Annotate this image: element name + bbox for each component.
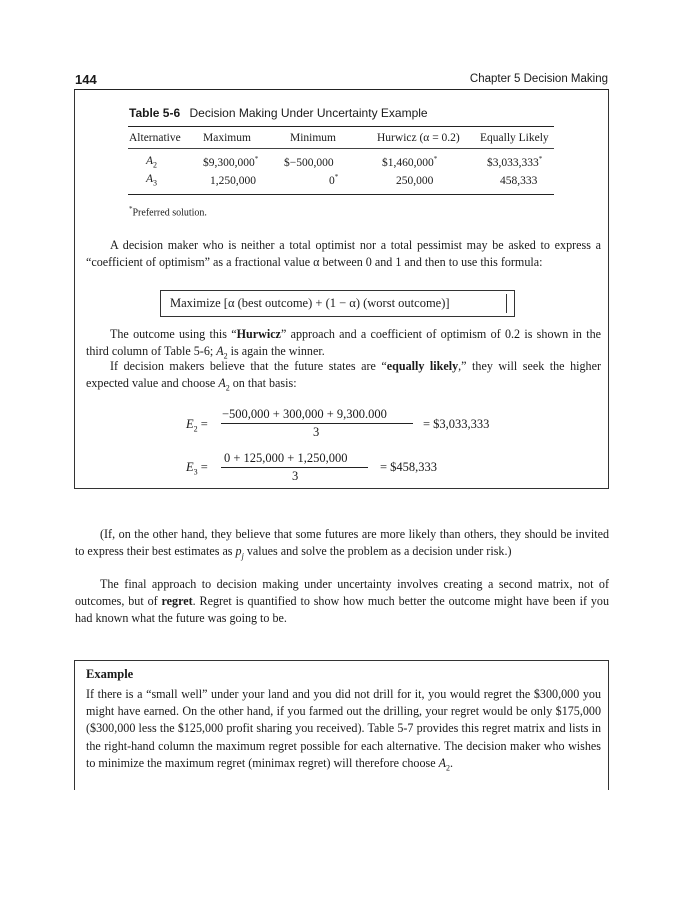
table-top-rule bbox=[128, 126, 554, 127]
hurwicz-formula: Maximize [α (best outcome) + (1 − α) (worst outcome)] bbox=[170, 296, 450, 310]
example-title: Example bbox=[86, 667, 134, 681]
table-bottom-rule bbox=[128, 194, 554, 195]
example-box-border-top bbox=[74, 660, 609, 661]
example-box-border-right bbox=[608, 660, 609, 790]
column-header-hurwicz: Hurwicz (α = 0.2) bbox=[377, 132, 460, 144]
formula-box-inner-rule bbox=[506, 294, 507, 313]
chapter-title: Chapter 5 Decision Making bbox=[469, 73, 608, 85]
table-cell-maximum: $9,300,000* bbox=[203, 155, 259, 169]
example-text: If there is a “small well” under your land and you did not drill for it, you would regret the $300,000 you might have earned. On the other hand, if you farmed out the drilling, your regret would be only $175,000 ($300,000 less the $125,000 profit sharing you received). Table 5-7 provides this regret matrix and lists in the right-hand column the maximum regret possible for each alternative. The decision maker who wishes to minimize the maximum regret (minimax regret) will therefore choose $A_2$. bbox=[86, 687, 601, 773]
column-header-equally-likely: Equally Likely bbox=[480, 132, 549, 144]
column-header-minimum: Minimum bbox=[290, 132, 337, 144]
box-border-left bbox=[74, 90, 75, 488]
box-border-bottom bbox=[74, 488, 609, 489]
table-cell-minimum: $−500,000 bbox=[284, 156, 334, 169]
table-cell-maximum: 1,250,000 bbox=[210, 174, 256, 187]
header-rule bbox=[74, 89, 609, 90]
equation-e2-numerator: −500,000 + 300,000 + 9,300.000 bbox=[222, 407, 387, 421]
paragraph-coefficient-of-optimism: A decision maker who is neither a total optimist nor a total pessimist may be asked to express a “coefficient of optimism” as a fractional value α between 0 and 1 and then to use this formula: bbox=[86, 238, 601, 270]
equation-e3-numerator: 0 + 125,000 + 1,250,000 bbox=[224, 451, 348, 465]
table-cell-hurwicz: 250,000 bbox=[396, 174, 434, 187]
paragraph-regret: The final approach to decision making under uncertainty involves creating a second matrix, not of outcomes, but of regret. Regret is quantified to show how much better the outcome might have been if you had known what the future was going to be. bbox=[75, 577, 609, 626]
paragraph-decision-under-risk: (If, on the other hand, they believe that some futures are more likely than others, they should be invited to express their best estimates as $p_j$ values and solve the problem as a decision under risk.) bbox=[75, 527, 609, 561]
equation-e3-denominator: 3 bbox=[292, 469, 299, 483]
table-cell-equally-likely: $3,033,333* bbox=[487, 155, 543, 169]
page-number: 144 bbox=[75, 72, 97, 87]
paragraph-hurwicz-result: The outcome using this “Hurwicz” approach and a coefficient of optimism of 0.2 is shown in the third column of Table 5-6; $A_2$ is again the winner. bbox=[86, 327, 601, 361]
table-cell-minimum: 0* bbox=[329, 173, 339, 187]
column-header-maximum: Maximum bbox=[203, 132, 251, 144]
table-cell-alternative: $A_2$ bbox=[146, 155, 158, 170]
column-header-alternative: Alternative bbox=[129, 132, 181, 144]
equation-e2-denominator: 3 bbox=[313, 425, 320, 439]
table-cell-equally-likely: 458,333 bbox=[500, 174, 538, 187]
equation-e3-lhs: $E_3$ = bbox=[186, 460, 208, 477]
table-cell-alternative: $A_3$ bbox=[146, 173, 158, 188]
table-cell-hurwicz: $1,460,000* bbox=[382, 155, 438, 169]
table-title: Decision Making Under Uncertainty Example bbox=[189, 106, 428, 120]
example-box-border-left bbox=[74, 660, 75, 790]
equation-e3-fraction-bar bbox=[221, 467, 368, 468]
box-border-right bbox=[608, 90, 609, 488]
equation-e3-result: = $458,333 bbox=[380, 460, 438, 474]
equation-e2-result: = $3,033,333 bbox=[423, 417, 490, 431]
table-caption bbox=[129, 106, 428, 120]
paragraph-equally-likely: If decision makers believe that the future states are “equally likely,” they will seek the higher expected value and choose $A_2$ on that basis: bbox=[86, 359, 601, 393]
equation-e2-lhs: $E_2$ = bbox=[186, 417, 208, 434]
table-footnote: *Preferred solution. bbox=[129, 205, 207, 219]
table-label: Table 5-6 bbox=[129, 106, 181, 120]
table-header-rule bbox=[128, 148, 554, 149]
equation-e2-fraction-bar bbox=[221, 423, 413, 424]
